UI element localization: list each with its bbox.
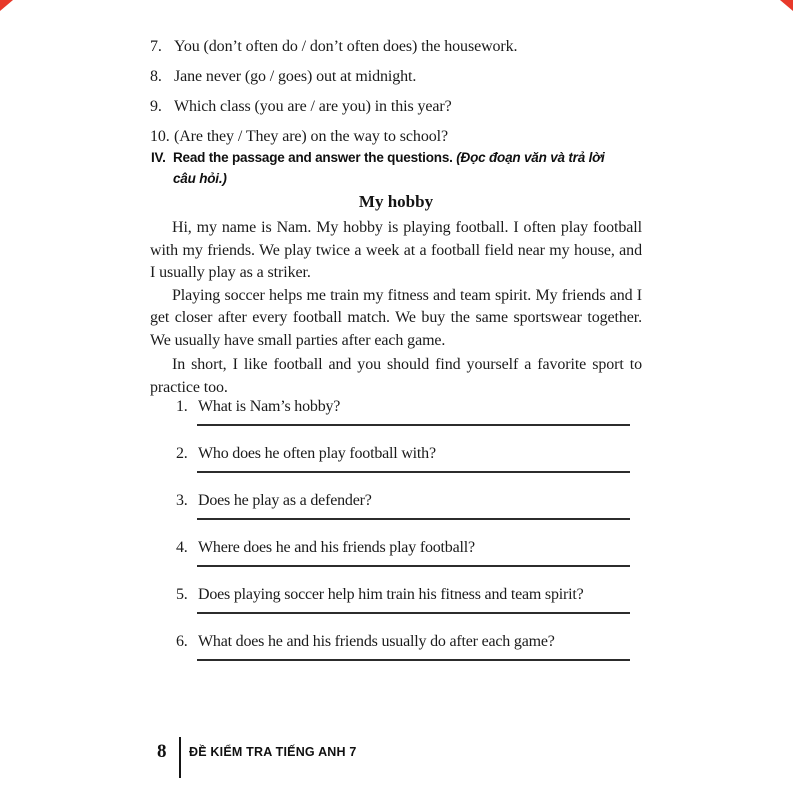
- question-text: Who does he often play football with?: [198, 445, 436, 462]
- passage-paragraph-3: In short, I like football and you should find yourself a favorite sport to practice too.: [150, 356, 642, 396]
- question-row: [150, 632, 642, 652]
- item-number: 7.: [150, 38, 162, 55]
- question-text: Does playing soccer help him train his fitness and team spirit?: [198, 586, 584, 603]
- question-row: [150, 444, 642, 464]
- question-item: [150, 491, 642, 520]
- answer-line: [197, 558, 630, 567]
- page-content: [150, 0, 642, 679]
- item-text: (Are they / They are) on the way to school?: [174, 128, 448, 145]
- question-row: [150, 538, 642, 558]
- item-number: 10.: [150, 128, 170, 145]
- question-text: What does he and his friends usually do after each game?: [198, 633, 555, 650]
- list-item: [150, 97, 642, 117]
- item-number: 9.: [150, 98, 162, 115]
- question-number: 2.: [176, 445, 188, 462]
- question-item: [150, 585, 642, 614]
- section-numeral: IV.: [151, 150, 166, 165]
- answer-line: [197, 464, 630, 473]
- question-row: [150, 397, 642, 417]
- footer-page-number: 8: [157, 741, 167, 762]
- comprehension-questions-list: [150, 397, 642, 661]
- section-title-vi: (Đọc đoạn văn và trả lời: [456, 150, 605, 165]
- section-title-vi-continued: câu hỏi.): [173, 171, 227, 186]
- answer-line: [197, 605, 630, 614]
- question-text: Where does he and his friends play football?: [198, 539, 475, 556]
- question-number: 3.: [176, 492, 188, 509]
- section-title-en: Read the passage and answer the questions.: [173, 150, 453, 165]
- red-corner-marker-left: [0, 0, 13, 11]
- question-item: [150, 397, 642, 426]
- grammar-items-list: [150, 37, 642, 147]
- question-item: [150, 538, 642, 567]
- question-number: 1.: [176, 398, 188, 415]
- question-text: Does he play as a defender?: [198, 492, 372, 509]
- list-item: [150, 67, 642, 87]
- passage-title: My hobby: [358, 192, 434, 211]
- question-row: [150, 491, 642, 511]
- answer-line: [197, 417, 630, 426]
- question-text: What is Nam’s hobby?: [198, 398, 341, 415]
- list-item: [150, 37, 642, 57]
- question-number: 6.: [176, 633, 188, 650]
- item-number: 8.: [150, 68, 162, 85]
- section-iv-heading: [150, 147, 642, 189]
- question-item: [150, 632, 642, 661]
- question-number: 5.: [176, 586, 188, 603]
- footer-divider: [179, 737, 181, 778]
- list-item: [150, 127, 642, 147]
- question-item: [150, 444, 642, 473]
- passage-paragraph-1: Hi, my name is Nam. My hobby is playing football. I often play football with my friends. We play twice a week at a football field near my house, and I usually play as a striker.: [150, 219, 642, 281]
- item-text: Jane never (go / goes) out at midnight.: [174, 68, 417, 85]
- answer-line: [197, 511, 630, 520]
- item-text: Which class (you are / are you) in this year?: [174, 98, 452, 115]
- question-number: 4.: [176, 539, 188, 556]
- item-text: You (don’t often do / don’t often does) the housework.: [174, 38, 518, 55]
- red-corner-marker-right: [780, 0, 793, 11]
- question-row: [150, 585, 642, 605]
- footer-book-title: ĐỀ KIỂM TRA TIẾNG ANH 7: [189, 745, 357, 759]
- answer-line: [197, 652, 630, 661]
- passage-paragraph-2: Playing soccer helps me train my fitness and team spirit. My friends and I get closer after every football match. We buy the same sportswear together. We usually have small parties after each game.: [150, 286, 642, 349]
